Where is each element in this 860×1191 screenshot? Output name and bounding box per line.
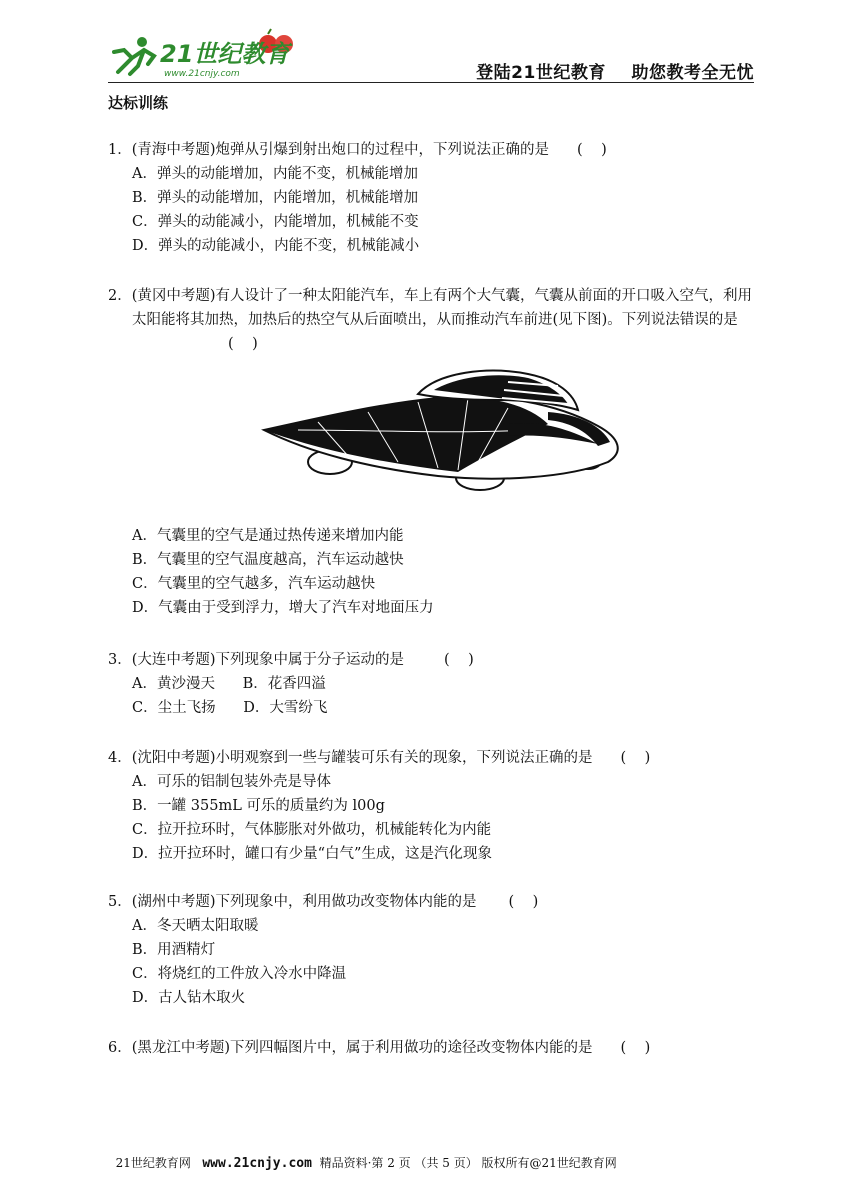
svg-text:www.21cnjy.com: www.21cnjy.com bbox=[164, 69, 240, 79]
question-2-options bbox=[108, 524, 758, 620]
option-b: B．弹头的动能增加，内能增加，机械能增加 bbox=[132, 190, 419, 206]
page-footer bbox=[108, 1140, 768, 1171]
header-divider bbox=[108, 82, 754, 83]
answer-parens: ( ) bbox=[620, 750, 651, 766]
option-d: D．弹头的动能减小，内能不变，机械能减小 bbox=[132, 238, 420, 254]
option-d: D．古人钻木取火 bbox=[132, 990, 246, 1006]
option-d: D．气囊由于受到浮力，增大了汽车对地面压力 bbox=[132, 600, 434, 616]
option-c: C．弹头的动能减小，内能增加，机械能不变 bbox=[132, 214, 419, 230]
options-row-cd: C．尘土飞扬 D．大雪纷飞 bbox=[132, 700, 328, 716]
option-d: D．拉开拉环时，罐口有少量“白气”生成，这是汽化现象 bbox=[132, 846, 492, 862]
option-b: B．气囊里的空气温度越高，汽车运动越快 bbox=[132, 552, 404, 568]
footer-left: 21世纪教育网 bbox=[115, 1156, 203, 1170]
option-a: A．可乐的铝制包装外壳是导体 bbox=[132, 774, 331, 790]
logo-21cnjy bbox=[108, 28, 308, 80]
footer-right: 精品资料·第 2 页 （共 5 页） 版权所有@21世纪教育网 bbox=[311, 1156, 617, 1170]
question-5 bbox=[108, 890, 758, 1010]
question-stem: 5．(湖州中考题)下列现象中，利用做功改变物体内能的是 bbox=[108, 894, 477, 910]
option-a: A．冬天晒太阳取暖 bbox=[132, 918, 259, 934]
solar-car-illustration bbox=[258, 364, 630, 496]
option-c: C．气囊里的空气越多，汽车运动越快 bbox=[132, 576, 376, 592]
question-stem: 2．(黄冈中考题)有人设计了一种太阳能汽车，车上有两个大气囊，气囊从前面的开口吸入空气，利用太阳能将其加热，加热后的热空气从后面喷出，从而推动汽车前进(见下图)。下列说法错误的是 bbox=[108, 288, 753, 328]
question-stem: 4．(沈阳中考题)小明观察到一些与罐装可乐有关的现象，下列说法正确的是 bbox=[108, 750, 593, 766]
options-row-ab: A．黄沙漫天 B．花香四溢 bbox=[132, 676, 326, 692]
option-b: B．一罐 355mL 可乐的质量约为 l00g bbox=[132, 798, 385, 814]
question-stem: 3．(大连中考题)下列现象中属于分子运动的是 bbox=[108, 652, 405, 668]
question-6 bbox=[108, 1036, 758, 1060]
question-stem: 1．(青海中考题)炮弹从引爆到射出炮口的过程中，下列说法正确的是 bbox=[108, 142, 550, 158]
page-header bbox=[108, 28, 754, 84]
option-c: C．拉开拉环时，气体膨胀对外做功，机械能转化为内能 bbox=[132, 822, 492, 838]
option-a: A．弹头的动能增加，内能不变，机械能增加 bbox=[132, 166, 418, 182]
question-1 bbox=[108, 138, 758, 258]
answer-parens: ( ) bbox=[577, 142, 607, 158]
question-3 bbox=[108, 648, 758, 720]
question-2 bbox=[108, 284, 758, 356]
question-4 bbox=[108, 746, 758, 866]
header-slogan: 登陆21世纪教育 助您教考全无忧 bbox=[476, 63, 754, 83]
answer-parens: ( ) bbox=[444, 652, 474, 668]
section-title: 达标训练 bbox=[108, 94, 169, 112]
question-stem: 6．(黑龙江中考题)下列四幅图片中，属于利用做功的途径改变物体内能的是 bbox=[108, 1040, 593, 1056]
option-b: B．用酒精灯 bbox=[132, 942, 216, 958]
option-a: A．气囊里的空气是通过热传递来增加内能 bbox=[132, 528, 404, 544]
answer-parens: ( ) bbox=[228, 336, 258, 352]
answer-parens: ( ) bbox=[620, 1040, 651, 1056]
answer-parens: ( ) bbox=[508, 894, 539, 910]
option-c: C．将烧红的工件放入冷水中降温 bbox=[132, 966, 347, 982]
footer-site-link[interactable]: www.21cnjy.com bbox=[202, 1156, 312, 1171]
svg-text:21世纪教育: 21世纪教育 bbox=[160, 40, 290, 68]
